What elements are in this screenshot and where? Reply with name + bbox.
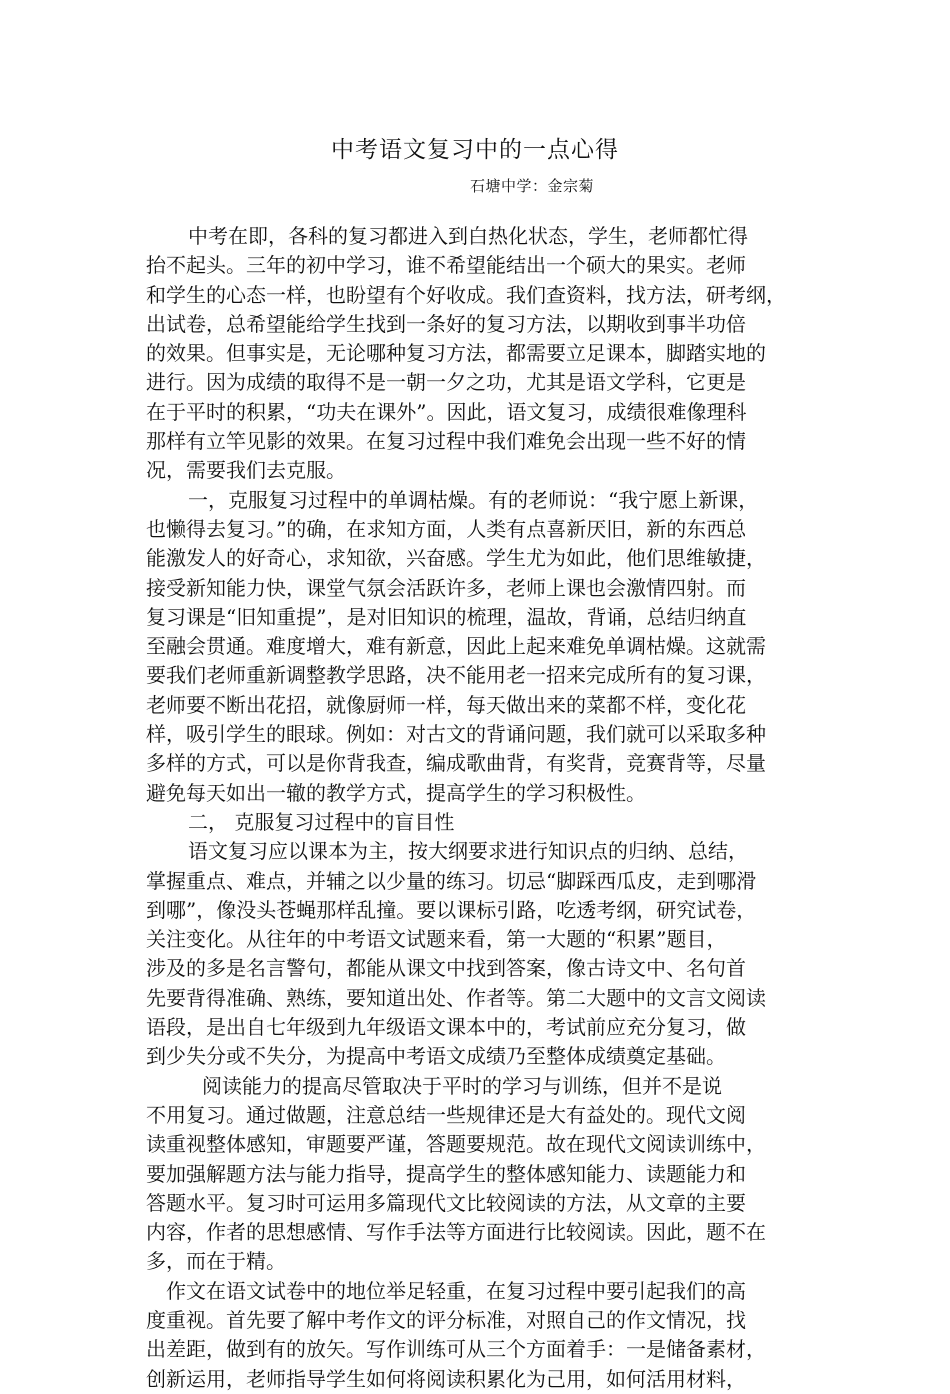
body-text-line: 中考在即，各科的复习都进入到白热化状态，学生，老师都忙得 — [188, 224, 748, 248]
body-text-line: 的效果。但事实是，无论哪种复习方法，都需要立足课本，脚踏实地的 — [146, 341, 766, 366]
body-text-line: 内容，作者的思想感情、写作手法等方面进行比较阅读。因此，题不在 — [146, 1220, 766, 1245]
document-title: 中考语文复习中的一点心得 — [331, 137, 619, 163]
body-text-line: 至融会贯通。难度增大，难有新意，因此上起来难免单调枯燥。这就需 — [146, 634, 766, 659]
body-text-line: 度重视。首先要了解中考作文的评分标准，对照自己的作文情况，找 — [146, 1307, 746, 1332]
body-text-line: 况，需要我们去克服。 — [146, 458, 346, 483]
body-text-line: 不用复习。通过做题，注意总结一些规律还是大有益处的。现代文阅 — [146, 1102, 746, 1127]
body-text-line: 那样有立竿见影的效果。在复习过程中我们难免会出现一些不好的情 — [146, 429, 746, 454]
body-text-line: 一，克服复习过程中的单调枯燥。有的老师说：“我宁愿上新课， — [188, 487, 759, 512]
body-text-line: 样，吸引学生的眼球。例如：对古文的背诵问题，我们就可以采取多种 — [146, 722, 766, 747]
body-text-line: 和学生的心态一样，也盼望有个好收成。我们查资料，找方法，研考纲， — [146, 282, 786, 307]
body-text-line: 老师要不断出花招，就像厨师一样，每天做出来的菜都不样，变化花 — [146, 692, 746, 717]
body-text-line: 读重视整体感知，审题要严谨，答题要规范。故在现代文阅读训练中， — [146, 1132, 766, 1157]
body-text-line: 二， 克服复习过程中的盲目性 — [188, 809, 455, 834]
body-text-line: 关注变化。从往年的中考语文试题来看，第一大题的“积累”题目， — [146, 927, 727, 952]
body-text-line: 能激发人的好奇心，求知欲，兴奋感。学生尤为如此，他们思维敏捷， — [146, 546, 766, 571]
body-text-line: 也懒得去复习。”的确，在求知方面，人类有点喜新厌旧，新的东西总 — [146, 516, 747, 541]
body-text-line: 接受新知能力快，课堂气氛会活跃许多，老师上课也会激情四射。而 — [146, 575, 746, 600]
body-text-line: 出试卷，总希望能给学生找到一条好的复习方法，以期收到事半功倍 — [146, 311, 746, 336]
body-text-line: 语段，是出自七年级到九年级语文课本中的，考试前应充分复习，做 — [146, 1015, 746, 1040]
body-text-line: 多，而在于精。 — [146, 1249, 286, 1274]
body-text-line: 语文复习应以课本为主，按大纲要求进行知识点的归纳、总结， — [188, 839, 748, 864]
body-text-line: 抬不起头。三年的初中学习，谁不希望能结出一个硕大的果实。老师 — [146, 253, 746, 278]
body-text-line: 多样的方式，可以是你背我查，编成歌曲背，有奖背，竞赛背等，尽量 — [146, 751, 766, 776]
body-text-line: 阅读能力的提高尽管取决于平时的学习与训练，但并不是说 — [202, 1073, 722, 1098]
body-text-line: 作文在语文试卷中的地位举足轻重，在复习过程中要引起我们的高 — [166, 1278, 746, 1303]
body-text-line: 出差距，做到有的放矢。写作训练可从三个方面着手：一是储备素材， — [146, 1337, 766, 1362]
body-text-line: 掌握重点、难点，并辅之以少量的练习。切忌“脚踩西瓜皮，走到哪滑 — [146, 868, 757, 893]
body-text-line: 创新运用，老师指导学生如何将阅读积累化为己用，如何活用材料， — [146, 1366, 746, 1391]
body-text-line: 到哪”，像没头苍蝇那样乱撞。要以课标引路，吃透考纲，研究试卷， — [146, 897, 757, 922]
body-text-line: 要加强解题方法与能力指导，提高学生的整体感知能力、读题能力和 — [146, 1161, 746, 1186]
body-text-line: 避免每天如出一辙的教学方式，提高学生的学习积极性。 — [146, 780, 646, 805]
body-text-line: 要我们老师重新调整教学思路，决不能用老一招来完成所有的复习课， — [146, 663, 766, 688]
body-text-line: 在于平时的积累，“功夫在课外”。因此，语文复习，成绩很难像理科 — [146, 399, 747, 424]
body-text-line: 复习课是“旧知重提”，是对旧知识的梳理，温故，背诵，总结归纳直 — [146, 604, 747, 629]
body-text-line: 到少失分或不失分，为提高中考语文成绩乃至整体成绩奠定基础。 — [146, 1044, 726, 1069]
document-body — [146, 222, 816, 1394]
document-author: 石塘中学：金宗菊 — [470, 177, 595, 195]
body-text-line: 进行。因为成绩的取得不是一朝一夕之功，尤其是语文学科，它更是 — [146, 370, 746, 395]
body-text-line: 答题水平。复习时可运用多篇现代文比较阅读的方法，从文章的主要 — [146, 1190, 746, 1215]
body-text-line: 先要背得准确、熟练，要知道出处、作者等。第二大题中的文言文阅读 — [146, 985, 766, 1010]
body-text-line: 涉及的多是名言警句，都能从课文中找到答案，像古诗文中、名句首 — [146, 956, 746, 981]
